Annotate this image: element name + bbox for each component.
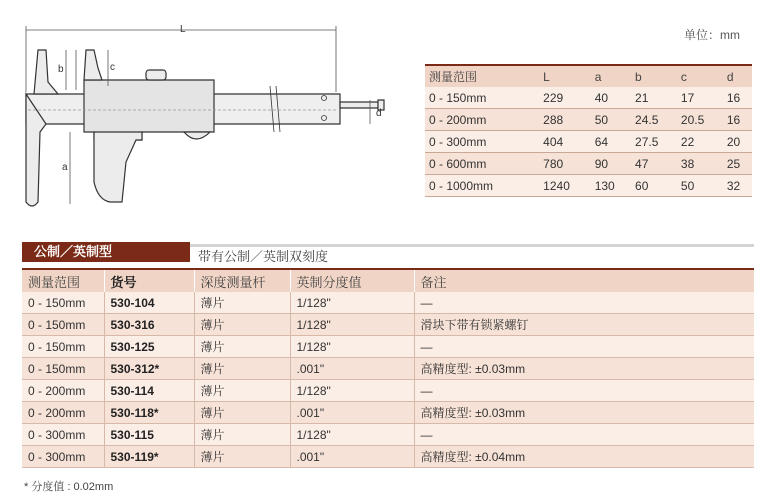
dim-header-L: L: [539, 65, 591, 87]
dimension-table: [425, 64, 752, 197]
header-depth-rod: 深度测量杆: [194, 269, 290, 292]
model-table-header: [22, 269, 754, 292]
unit-note: 单位：mm: [684, 28, 740, 42]
label-b: b: [58, 64, 64, 75]
table-row: 0 - 300mm 530-115 薄片 1/128" —: [22, 424, 754, 446]
table-row: 0 - 200mm 288 50 24.5 20.5 16: [425, 109, 752, 131]
header-inch-graduation: 英制分度值: [290, 269, 414, 292]
dim-header-a: a: [591, 65, 631, 87]
dim-header-range: 测量范围: [425, 65, 539, 87]
dim-header-b: b: [631, 65, 677, 87]
model-table: [22, 268, 754, 468]
label-d: d: [376, 108, 382, 119]
header-remarks: 备注: [414, 269, 754, 292]
footnote: * 分度值 : 0.02mm: [24, 481, 114, 493]
table-row: 0 - 150mm 530-312* 薄片 .001" 高精度型: ±0.03mm: [22, 358, 754, 380]
label-a: a: [62, 162, 68, 173]
table-row: 0 - 200mm 530-118* 薄片 .001" 高精度型: ±0.03mm: [22, 402, 754, 424]
caliper-diagram: [18, 22, 398, 222]
table-row: 0 - 150mm 530-125 薄片 1/128" —: [22, 336, 754, 358]
section-badge: 公制／英制型: [22, 242, 190, 262]
label-L: L: [180, 24, 186, 35]
table-row: 0 - 150mm 530-316 薄片 1/128" 滑块下带有锁紧螺钉: [22, 314, 754, 336]
table-row: 0 - 600mm 780 90 47 38 25: [425, 153, 752, 175]
table-row: 0 - 150mm 229 40 21 17 16: [425, 87, 752, 109]
header-range: 测量范围: [22, 269, 104, 292]
table-row: 0 - 300mm 404 64 27.5 22 20: [425, 131, 752, 153]
header-code: 货号: [104, 269, 194, 292]
table-row: 0 - 1000mm 1240 130 60 50 32: [425, 175, 752, 197]
label-c: c: [110, 62, 115, 73]
table-row: 0 - 200mm 530-114 薄片 1/128" —: [22, 380, 754, 402]
section-subtitle: 带有公制／英制双刻度: [198, 249, 329, 264]
dimension-table-header: [425, 65, 752, 87]
dim-header-c: c: [677, 65, 723, 87]
table-row: 0 - 150mm 530-104 薄片 1/128" —: [22, 292, 754, 314]
table-row: 0 - 300mm 530-119* 薄片 .001" 高精度型: ±0.04mm: [22, 446, 754, 468]
dim-header-d: d: [723, 65, 752, 87]
